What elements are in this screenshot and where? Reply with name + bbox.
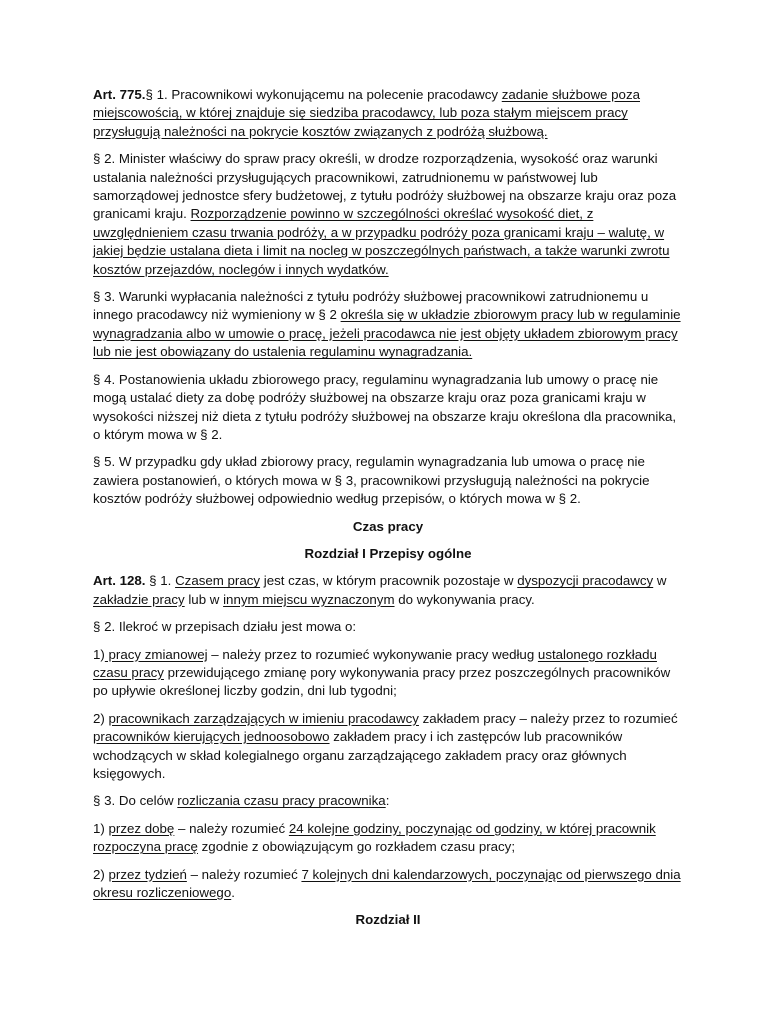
- item-number: 1): [93, 646, 105, 662]
- article-label: Art. 775.: [93, 87, 146, 102]
- art775-par4: § 4. Postanowienia układu zbiorowego pracy, regulaminu wynagradzania lub umowy o pracę nie mogą ustalać diety za dobę podróży służbowej na obszarze kraju oraz poza granicami kraju w wysokości niższej niż dieta z tytułu podróży służbowej na obszarze kraju określona dla pracownika, o którym mowa w § 2.: [93, 371, 677, 442]
- document-page: [93, 86, 683, 939]
- text: – należy rozumieć: [186, 866, 302, 882]
- underlined-text: innym miejscu wyznaczonym: [223, 591, 395, 607]
- item-number: 2): [93, 710, 109, 726]
- underlined-text: pracownikach zarządzających w imieniu pracodawcy: [108, 710, 419, 726]
- underlined-text: ustalonego rozkładu czasu pracy: [93, 646, 657, 680]
- underlined-text: przez dobę: [108, 820, 175, 836]
- underlined-text: zakładzie pracy: [93, 591, 185, 607]
- underlined-text: pracowników kierujących jednoosobowo: [93, 729, 330, 745]
- text: .: [231, 885, 235, 901]
- underlined-text: 24 kolejne godziny, poczynając od godziny, w której pracownik rozpoczyna pracę: [93, 820, 656, 855]
- list-item: [93, 710, 683, 784]
- underlined-text: 7 kolejnych dni kalendarzowych, poczynając od pierwszego dnia okresu rozliczeniowego: [93, 866, 681, 901]
- text: § 3. Do celów: [93, 793, 178, 809]
- text: § 2. Minister właściwy do spraw pracy określi, w drodze rozporządzenia, wysokość oraz warunki ustalania należności przysługujących pracownikowi, zatrudnionemu w państwowej lub samorządowej jednostce sfery budżetowej, z tytułu podróży służbowej na obszarze kraju oraz poza granicami kraju.: [93, 151, 677, 222]
- text: – należy rozumieć: [174, 820, 289, 836]
- text: zakładem pracy – należy przez to rozumieć: [418, 710, 678, 726]
- article-label: Art. 128.: [93, 573, 146, 589]
- underlined-text: przez tydzień: [108, 866, 187, 882]
- chapter-title: Rozdział I Przepisy ogólne: [304, 545, 472, 561]
- text: jest czas, w którym pracownik pozostaje w: [260, 573, 518, 589]
- text: § 3. Warunki wypłacania należności z tytułu podróży służbowej pracownikowi zatrudnionemu u innego pracodawcy niż wymieniony w § 2: [93, 289, 649, 323]
- text: § 1. Pracownikowi wykonującemu na polecenie pracodawcy: [145, 87, 502, 102]
- art128-par2: § 2. Ilekroć w przepisach działu jest mowa o:: [93, 619, 357, 635]
- art128-par3: [93, 792, 683, 810]
- text: zakładem pracy i ich zastępców lub pracowników wchodzących w skład kolegialnego organu zarządzającego zakładem pracy oraz głównych księgowych.: [93, 729, 627, 781]
- chapter-title: Rozdział II: [355, 912, 421, 928]
- art128-par1: [93, 572, 683, 609]
- text: :: [385, 793, 390, 809]
- underlined-text: Czasem pracy: [175, 573, 261, 589]
- item-number: 1): [93, 820, 109, 836]
- art775-par3: [93, 288, 683, 362]
- text: w: [653, 573, 667, 589]
- underlined-text: określa się w układzie zbiorowym pracy lub w regulaminie wynagradzania albo w umowie o pracę, jeżeli pracodawca nie jest objęty układem zbiorowym pracy lub nie jest obowiązany do ustalenia regulaminu wynagradzania.: [93, 307, 681, 360]
- list-item: [93, 820, 683, 857]
- list-item: [93, 866, 683, 903]
- text: – należy przez to rozumieć wykonywanie pracy według: [207, 646, 538, 662]
- list-item: [93, 646, 683, 701]
- underlined-text: Rozporządzenie powinno w szczególności określać wysokość diet, z uwzględnieniem czasu trwania podróży, a w przypadku podróży poza granicami kraju – walutę, w jakiej będzie ustalana dieta i limit na nocleg w poszczególnych państwach, a także warunki zwrotu kosztów przejazdów, noclegów i innych wydatków.: [93, 206, 670, 277]
- underlined-text: dyspozycji pracodawcy: [517, 573, 654, 589]
- underlined-text: pracy zmianowej: [104, 646, 208, 662]
- underlined-text: zadanie służbowe poza miejscowością, w której znajduje się siedziba pracodawcy, lub poza stałym miejscem pracy przysługują należności na pokrycie kosztów związanych z podróżą służbową.: [93, 87, 640, 139]
- text: do wykonywania pracy.: [394, 591, 535, 607]
- text: przewidującego zmianę pory wykonywania pracy przez poszczególnych pracowników po upływie określonej liczby godzin, dni lub tygodni;: [93, 664, 671, 699]
- art775-par1: [93, 86, 683, 141]
- section-title: Czas pracy: [352, 518, 424, 534]
- item-number: 2): [93, 866, 109, 882]
- art775-par2: [93, 150, 683, 279]
- art775-par5: § 5. W przypadku gdy układ zbiorowy pracy, regulamin wynagradzania lub umowa o pracę nie zawiera postanowień, o których mowa w § 3, pracownikowi przysługują należności na pokrycie kosztów podróży służbowej odpowiednio według przepisów, o których mowa w § 2.: [93, 454, 650, 507]
- text: zgodnie z obowiązującym go rozkładem czasu pracy;: [197, 839, 516, 855]
- text: § 1.: [145, 573, 176, 589]
- underlined-text: rozliczania czasu pracy pracownika: [177, 793, 386, 809]
- text: lub w: [184, 591, 224, 607]
